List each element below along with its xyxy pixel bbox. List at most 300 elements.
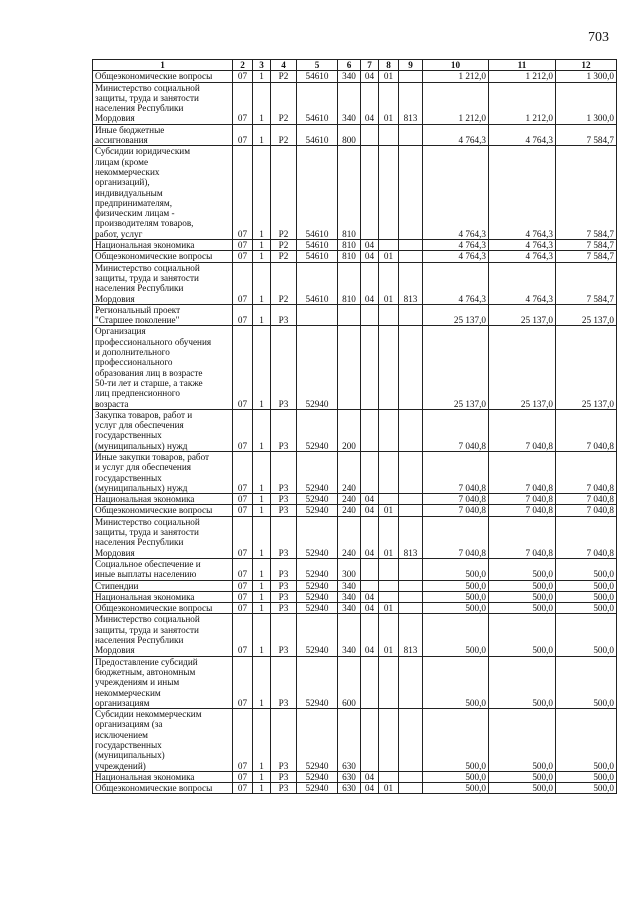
code-cell: 1	[253, 505, 271, 516]
row-name-line: Общеэкономические вопросы	[95, 505, 213, 516]
code-cell: 1	[253, 656, 271, 708]
row-name-cell	[93, 262, 233, 304]
code-cell	[297, 304, 338, 326]
code-cell: 810	[338, 251, 361, 262]
row-name-line: населения Республики	[95, 103, 184, 114]
row-name-line: учреждений)	[95, 760, 146, 771]
code-cell: 07	[233, 591, 253, 602]
code-cell	[379, 580, 399, 591]
code-cell: 04	[361, 251, 379, 262]
row-name-cell	[93, 558, 233, 580]
row-name-line: физическим лицам -	[95, 208, 175, 219]
code-cell	[399, 558, 423, 580]
table-row	[93, 240, 617, 251]
code-cell: 1	[253, 124, 271, 146]
row-name-line: населения Республики	[95, 635, 184, 646]
column-header: 9	[399, 60, 423, 71]
row-name-line: Общеэкономические вопросы	[95, 603, 213, 614]
code-cell	[399, 451, 423, 493]
code-cell: 340	[338, 591, 361, 602]
row-name-line: работ, услуг	[95, 228, 143, 239]
code-cell: 813	[399, 516, 423, 558]
amount-cell: 1 212,0	[423, 71, 489, 82]
amount-cell: 500,0	[489, 591, 556, 602]
row-name-line: организациям (за	[95, 719, 163, 730]
code-cell	[399, 240, 423, 251]
row-name-cell	[93, 656, 233, 708]
row-name-cell	[93, 614, 233, 656]
code-cell: 52940	[297, 580, 338, 591]
code-cell: 1	[253, 494, 271, 505]
code-cell: 52940	[297, 771, 338, 782]
code-cell: 1	[253, 409, 271, 451]
row-name-line: Общеэкономические вопросы	[95, 783, 213, 794]
row-name-line: Национальная экономика	[95, 591, 195, 602]
amount-cell: 500,0	[489, 614, 556, 656]
code-cell: 810	[338, 146, 361, 240]
amount-cell: 500,0	[489, 771, 556, 782]
table-row	[93, 783, 617, 794]
amount-cell: 4 764,3	[423, 240, 489, 251]
row-name-line: государственных	[95, 430, 162, 441]
code-cell: P2	[271, 146, 297, 240]
amount-cell: 500,0	[556, 558, 617, 580]
code-cell: 04	[361, 505, 379, 516]
amount-cell: 4 764,3	[489, 124, 556, 146]
amount-cell: 500,0	[423, 709, 489, 772]
amount-cell: 25 137,0	[556, 326, 617, 409]
code-cell: 52940	[297, 709, 338, 772]
row-name-cell	[93, 783, 233, 794]
code-cell: 04	[361, 516, 379, 558]
table-row	[93, 409, 617, 451]
code-cell	[361, 451, 379, 493]
row-name-cell	[93, 709, 233, 772]
amount-cell: 500,0	[423, 656, 489, 708]
code-cell: 04	[361, 591, 379, 602]
code-cell: 07	[233, 146, 253, 240]
row-name-line: производителям товаров,	[95, 218, 194, 229]
code-cell: P3	[271, 603, 297, 614]
row-name-line: Министерство социальной	[95, 262, 200, 273]
code-cell: 52940	[297, 505, 338, 516]
row-name-line: Министерство социальной	[95, 516, 200, 527]
code-cell: 813	[399, 82, 423, 124]
amount-cell: 4 764,3	[489, 146, 556, 240]
code-cell: 1	[253, 82, 271, 124]
row-name-line: Социальное обеспечение и	[95, 558, 201, 569]
page-number: 703	[588, 30, 609, 45]
code-cell: 54610	[297, 146, 338, 240]
code-cell	[379, 451, 399, 493]
code-cell	[379, 591, 399, 602]
code-cell: 240	[338, 494, 361, 505]
row-name-line: организаций),	[95, 177, 150, 188]
code-cell	[379, 494, 399, 505]
code-cell	[399, 771, 423, 782]
row-name-line: и дополнительного	[95, 347, 170, 358]
row-name-line: населения Республики	[95, 283, 184, 294]
amount-cell: 7 040,8	[423, 505, 489, 516]
row-name-line: лицам (кроме	[95, 156, 149, 167]
row-name-line: государственных	[95, 472, 162, 483]
code-cell	[379, 326, 399, 409]
amount-cell: 500,0	[556, 783, 617, 794]
code-cell: 04	[361, 82, 379, 124]
code-cell: P2	[271, 71, 297, 82]
code-cell	[399, 304, 423, 326]
amount-cell: 7 040,8	[423, 516, 489, 558]
amount-cell: 7 584,7	[556, 262, 617, 304]
amount-cell: 7 040,8	[556, 409, 617, 451]
code-cell: 01	[379, 505, 399, 516]
code-cell: 630	[338, 783, 361, 794]
amount-cell: 500,0	[556, 656, 617, 708]
code-cell: 1	[253, 558, 271, 580]
amount-cell: 7 040,8	[423, 451, 489, 493]
code-cell	[361, 326, 379, 409]
row-name-line: Закупка товаров, работ и	[95, 409, 193, 420]
amount-cell: 500,0	[556, 771, 617, 782]
amount-cell: 500,0	[556, 614, 617, 656]
amount-cell: 4 764,3	[423, 124, 489, 146]
row-name-line: "Старшее поколение"	[95, 315, 180, 326]
column-header: 7	[361, 60, 379, 71]
code-cell: P2	[271, 124, 297, 146]
row-name-line: Национальная экономика	[95, 494, 195, 505]
table-row	[93, 771, 617, 782]
amount-cell: 500,0	[556, 580, 617, 591]
code-cell: 800	[338, 124, 361, 146]
amount-cell: 4 764,3	[423, 251, 489, 262]
code-cell: 52940	[297, 614, 338, 656]
code-cell	[399, 251, 423, 262]
row-name-line: Национальная экономика	[95, 240, 195, 251]
code-cell: 04	[361, 783, 379, 794]
amount-cell: 500,0	[556, 603, 617, 614]
amount-cell: 7 584,7	[556, 124, 617, 146]
row-name-line: образования лиц в возрасте	[95, 367, 203, 378]
code-cell: 52940	[297, 783, 338, 794]
column-header: 10	[423, 60, 489, 71]
code-cell: 240	[338, 505, 361, 516]
table-row	[93, 71, 617, 82]
code-cell: 1	[253, 451, 271, 493]
code-cell: 810	[338, 240, 361, 251]
code-cell	[379, 124, 399, 146]
amount-cell: 7 040,8	[489, 505, 556, 516]
code-cell	[361, 124, 379, 146]
amount-cell: 7 040,8	[489, 494, 556, 505]
code-cell: 1	[253, 326, 271, 409]
code-cell: 1	[253, 603, 271, 614]
row-name-cell	[93, 494, 233, 505]
code-cell	[399, 71, 423, 82]
amount-cell: 1 300,0	[556, 82, 617, 124]
amount-cell: 7 040,8	[556, 451, 617, 493]
code-cell: 52940	[297, 494, 338, 505]
row-name-cell	[93, 580, 233, 591]
table-row	[93, 603, 617, 614]
row-name-line: предпринимателям,	[95, 197, 173, 208]
code-cell	[379, 409, 399, 451]
table-row	[93, 709, 617, 772]
row-name-cell	[93, 603, 233, 614]
row-name-cell	[93, 409, 233, 451]
code-cell: 1	[253, 146, 271, 240]
code-cell	[361, 409, 379, 451]
amount-cell: 4 764,3	[423, 262, 489, 304]
code-cell: 52940	[297, 656, 338, 708]
row-name-line: лиц предпенсионного	[95, 388, 180, 399]
table-row	[93, 251, 617, 262]
code-cell	[361, 146, 379, 240]
code-cell: 07	[233, 251, 253, 262]
table-row	[93, 614, 617, 656]
code-cell: 07	[233, 516, 253, 558]
amount-cell: 500,0	[423, 614, 489, 656]
code-cell: 07	[233, 304, 253, 326]
code-cell: 1	[253, 783, 271, 794]
code-cell: 01	[379, 603, 399, 614]
row-name-cell	[93, 451, 233, 493]
row-name-line: исключением	[95, 729, 148, 740]
row-name-line: иные выплаты населению	[95, 569, 197, 580]
code-cell: 54610	[297, 82, 338, 124]
code-cell: 01	[379, 783, 399, 794]
code-cell: P3	[271, 516, 297, 558]
amount-cell: 7 040,8	[489, 409, 556, 451]
amount-cell: 25 137,0	[423, 304, 489, 326]
amount-cell: 25 137,0	[489, 326, 556, 409]
amount-cell: 4 764,3	[423, 146, 489, 240]
code-cell: P3	[271, 614, 297, 656]
code-cell: P3	[271, 326, 297, 409]
code-cell: P2	[271, 240, 297, 251]
row-name-line: защиты, труда и занятости	[95, 527, 199, 538]
row-name-line: ассигнования	[95, 135, 148, 146]
code-cell: 07	[233, 771, 253, 782]
code-cell: 07	[233, 614, 253, 656]
table-row	[93, 494, 617, 505]
row-name-line: защиты, труда и занятости	[95, 624, 199, 635]
code-cell: P3	[271, 409, 297, 451]
table-row	[93, 591, 617, 602]
code-cell: 340	[338, 603, 361, 614]
column-header: 11	[489, 60, 556, 71]
code-cell: 01	[379, 71, 399, 82]
amount-cell: 500,0	[489, 558, 556, 580]
code-cell: 630	[338, 709, 361, 772]
code-cell	[399, 146, 423, 240]
amount-cell: 7 040,8	[489, 451, 556, 493]
amount-cell: 7 040,8	[556, 494, 617, 505]
amount-cell: 500,0	[489, 709, 556, 772]
code-cell: 07	[233, 558, 253, 580]
code-cell: P3	[271, 558, 297, 580]
row-name-cell	[93, 505, 233, 516]
table-row	[93, 516, 617, 558]
code-cell: 01	[379, 614, 399, 656]
code-cell	[399, 409, 423, 451]
code-cell: 1	[253, 304, 271, 326]
code-cell: 1	[253, 251, 271, 262]
amount-cell: 4 764,3	[489, 240, 556, 251]
code-cell: 52940	[297, 591, 338, 602]
code-cell	[379, 656, 399, 708]
row-name-cell	[93, 591, 233, 602]
code-cell: 1	[253, 614, 271, 656]
code-cell: 07	[233, 451, 253, 493]
code-cell: 07	[233, 124, 253, 146]
amount-cell: 4 764,3	[489, 262, 556, 304]
code-cell: 07	[233, 494, 253, 505]
code-cell: 240	[338, 451, 361, 493]
code-cell: 07	[233, 603, 253, 614]
row-name-line: защиты, труда и занятости	[95, 92, 199, 103]
table-row	[93, 580, 617, 591]
code-cell	[361, 709, 379, 772]
code-cell: P2	[271, 82, 297, 124]
row-name-line: организациям	[95, 697, 150, 708]
amount-cell: 500,0	[489, 603, 556, 614]
code-cell: 240	[338, 516, 361, 558]
code-cell: P3	[271, 591, 297, 602]
code-cell	[399, 326, 423, 409]
code-cell: 04	[361, 262, 379, 304]
code-cell: 54610	[297, 251, 338, 262]
code-cell	[399, 656, 423, 708]
code-cell: 52940	[297, 603, 338, 614]
code-cell	[379, 240, 399, 251]
code-cell: 813	[399, 614, 423, 656]
amount-cell: 7 584,7	[556, 240, 617, 251]
code-cell: 01	[379, 251, 399, 262]
row-name-cell	[93, 82, 233, 124]
code-cell	[379, 709, 399, 772]
amount-cell: 4 764,3	[489, 251, 556, 262]
amount-cell: 7 040,8	[556, 505, 617, 516]
code-cell: P3	[271, 771, 297, 782]
amount-cell: 7 040,8	[556, 516, 617, 558]
code-cell	[399, 591, 423, 602]
code-cell: 340	[338, 614, 361, 656]
code-cell: 813	[399, 262, 423, 304]
code-cell: 04	[361, 771, 379, 782]
amount-cell: 7 584,7	[556, 251, 617, 262]
row-name-line: Субсидии некоммерческим	[95, 709, 202, 720]
row-name-line: Организация	[95, 326, 146, 337]
code-cell: 52940	[297, 451, 338, 493]
code-cell: P2	[271, 251, 297, 262]
code-cell: 340	[338, 71, 361, 82]
row-name-line: Общеэкономические вопросы	[95, 251, 213, 262]
row-name-cell	[93, 516, 233, 558]
code-cell: 07	[233, 262, 253, 304]
budget-table	[92, 59, 617, 794]
row-name-line: государственных	[95, 740, 162, 750]
table-row	[93, 656, 617, 708]
code-cell: 300	[338, 558, 361, 580]
row-name-line: некоммерческим	[95, 687, 161, 698]
column-header: 12	[556, 60, 617, 71]
amount-cell: 1 300,0	[556, 71, 617, 82]
row-name-line: Мордовия	[95, 113, 135, 124]
column-header: 2	[233, 60, 253, 71]
table-header-row	[93, 60, 617, 71]
code-cell: 1	[253, 771, 271, 782]
amount-cell: 500,0	[489, 580, 556, 591]
amount-cell: 25 137,0	[489, 304, 556, 326]
row-name-cell	[93, 240, 233, 251]
code-cell: P3	[271, 451, 297, 493]
code-cell: 01	[379, 262, 399, 304]
table-row	[93, 82, 617, 124]
code-cell: 810	[338, 262, 361, 304]
table-row	[93, 304, 617, 326]
code-cell	[399, 124, 423, 146]
row-name-cell	[93, 304, 233, 326]
table-row	[93, 262, 617, 304]
code-cell: 1	[253, 591, 271, 602]
row-name-line: защиты, труда и занятости	[95, 272, 199, 283]
table-row	[93, 451, 617, 493]
code-cell	[379, 146, 399, 240]
amount-cell: 25 137,0	[423, 326, 489, 409]
code-cell: 1	[253, 516, 271, 558]
row-name-line: Общеэкономические вопросы	[95, 71, 213, 82]
code-cell: P3	[271, 505, 297, 516]
row-name-line: бюджетным, автономным	[95, 666, 196, 677]
row-name-line: населения Республики	[95, 537, 184, 548]
row-name-line: Министерство социальной	[95, 82, 200, 93]
code-cell: 52940	[297, 558, 338, 580]
table-row	[93, 146, 617, 240]
row-name-cell	[93, 146, 233, 240]
amount-cell: 500,0	[423, 558, 489, 580]
code-cell: 54610	[297, 71, 338, 82]
row-name-line: Министерство социальной	[95, 614, 200, 625]
code-cell: 07	[233, 580, 253, 591]
row-name-line: Национальная экономика	[95, 771, 195, 782]
amount-cell: 500,0	[423, 580, 489, 591]
code-cell: 07	[233, 240, 253, 251]
code-cell: 04	[361, 614, 379, 656]
code-cell: P3	[271, 580, 297, 591]
table-row	[93, 124, 617, 146]
amount-cell: 7 040,8	[423, 409, 489, 451]
code-cell	[399, 783, 423, 794]
column-header: 1	[93, 60, 233, 71]
code-cell: 340	[338, 580, 361, 591]
code-cell: P2	[271, 262, 297, 304]
code-cell: 07	[233, 505, 253, 516]
row-name-line: Мордовия	[95, 645, 135, 656]
code-cell: 07	[233, 82, 253, 124]
amount-cell: 7 040,8	[423, 494, 489, 505]
code-cell: P3	[271, 304, 297, 326]
code-cell: 52940	[297, 326, 338, 409]
amount-cell: 500,0	[423, 591, 489, 602]
code-cell: 54610	[297, 124, 338, 146]
amount-cell: 500,0	[556, 709, 617, 772]
column-header: 4	[271, 60, 297, 71]
row-name-line: Стипендии	[95, 580, 139, 591]
amount-cell: 500,0	[489, 783, 556, 794]
code-cell	[338, 304, 361, 326]
row-name-cell	[93, 71, 233, 82]
row-name-cell	[93, 326, 233, 409]
